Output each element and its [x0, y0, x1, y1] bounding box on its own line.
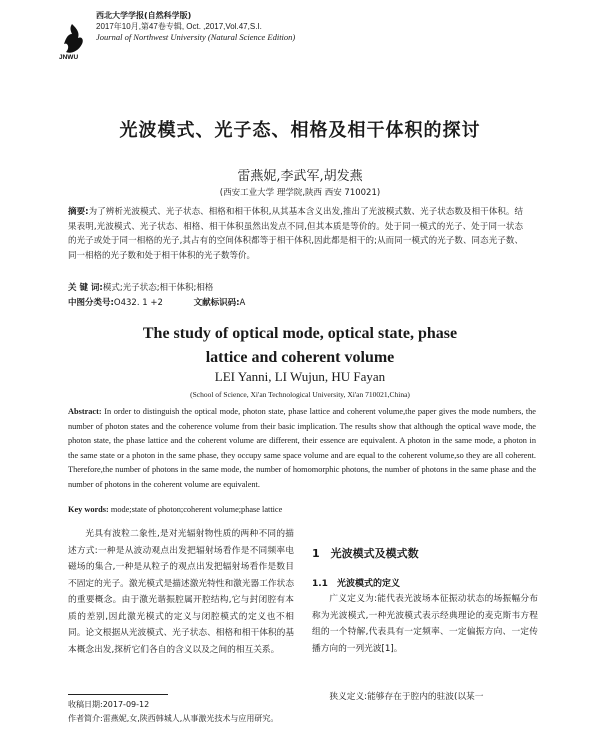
journal-header [96, 10, 295, 43]
journal-name: 西北大学学报(自然科学版) [96, 11, 192, 20]
section-1-1-heading: 1.1 光波模式的定义 [312, 579, 400, 589]
footnote-rule [68, 694, 168, 695]
keywords-cn-label: 关 键 词: [68, 283, 103, 293]
clc-label: 中图分类号: [68, 298, 114, 308]
section-1-heading: 1 光波模式及模式数 [312, 547, 419, 560]
abstract-cn [68, 205, 523, 263]
footnote-received: 收稿日期:2017-09-12 [68, 700, 150, 709]
keywords-cn-text: 模式;光子状态;相干体积;相格 [102, 283, 214, 293]
journal-name-en: Journal of Northwest University (Natural Science Edition) [96, 32, 296, 42]
doc-code-value: A [239, 298, 246, 308]
affiliation-en: (School of Science, Xi'an Technological University, Xi'an 710021,China) [190, 390, 410, 399]
journal-logo [58, 22, 90, 60]
clc-value: O432. 1 +2 [113, 298, 163, 308]
journal-issue: 2017年10月,第47卷专辑, Oct. ,2017,Vol.47,S.I. [96, 22, 262, 31]
affiliation-cn: (西安工业大学 理学院,陕西 西安 710021) [219, 188, 381, 198]
doc-code-label: 文献标识码: [193, 298, 240, 308]
body-left-column [68, 526, 294, 658]
abstract-en [68, 405, 536, 492]
body-right-paragraph-1 [312, 591, 538, 657]
body-right-paragraph-2 [312, 689, 538, 706]
abstract-cn-text: 为了辨析光波模式、光子状态、相格和相干体积,从其基本含义出发,推出了光波模式数、光子状态数及相干体积。结果表明,光波模式、光子状态、相格、相干体积虽然出发点不同,但其本质是等价的。处于同一模式的光子、处于同一状态的光子或处于同一相格的光子,其占有的空间体积都等于相干体积,因此都是相干的;从而同一模式的光子数、同态光子数、同一相格的光子数和处于相干体积的光子数等价。 [68, 207, 523, 261]
title-en-line2: lattice and coherent volume [205, 349, 395, 366]
narrow-definition-paragraph: 狭义定义:能够存在于腔内的驻波(以某一 [329, 692, 484, 702]
keywords-cn [68, 281, 213, 293]
authors-en: LEI Yanni, LI Wujun, HU Fayan [214, 369, 386, 384]
keywords-en-label: Key words: [68, 505, 109, 514]
title-en [0, 322, 600, 370]
footnote-author: 作者简介:雷燕妮,女,陕西韩城人,从事激光技术与应用研究。 [68, 714, 279, 723]
abstract-en-text: In order to distinguish the optical mode, photon state, phase lattice and coherent volume,the paper gives the mode numbers, the number of photon states and the coherence volume from their basic implication. The results show that although the optical wave mode, the photon state, the phase lattice and the coherent volume are different, their essence are equivalent. A photon in the same mode, a photon in the same state or a photon in the same phase, they occupy same space volume and are equal to the coherent volume,so they are all coherent. Therefore,the number of photons in the same mode, the number of homomorphic photons, the number of photons in the same phase and the number of photons in the coherent volume are equivalent. [68, 407, 536, 489]
title-cn: 光波模式、光子态、相格及相干体积的探讨 [119, 120, 481, 141]
keywords-en [68, 505, 282, 514]
broad-definition-paragraph: 广义定义为:能代表光波场本征振动状态的场振幅分布称为光波模式,一种光波模式表示经典理论的麦克斯韦方程组的一个特解,代表具有一定频率、一定偏振方向、一定传播方向的一列光波[1]。 [312, 594, 538, 654]
svg-text:JNWU: JNWU [59, 54, 79, 60]
title-en-line1: The study of optical mode, optical state, phase [142, 325, 458, 342]
intro-paragraph: 光具有波粒二象性,是对光辐射物性质的两种不同的描述方式:一种是从波动观点出发把辐射场看作是不同频率电磁场的集合,一种是从粒子的观点出发把辐射场看作是数目不固定的光子。激光模式是描述激光特性和激光器工作状态的重要概念。由于激光谐振腔属开腔结构,它与封闭腔有本质的差别,因此激光模式的定义与闭腔模式的定义也不相同。论文根据从光波模式、光子状态、相格和相干体积的基本概念出发,探析它们各自的含义以及之间的相互关系。 [68, 529, 294, 655]
abstract-cn-label: 摘要: [68, 207, 89, 217]
abstract-en-label: Abstract: [68, 407, 102, 416]
classification-line [68, 296, 273, 308]
authors-cn: 雷燕妮,李武军,胡发燕 [237, 169, 363, 184]
keywords-en-text: mode;state of photon;coherent volume;phase lattice [110, 505, 283, 514]
